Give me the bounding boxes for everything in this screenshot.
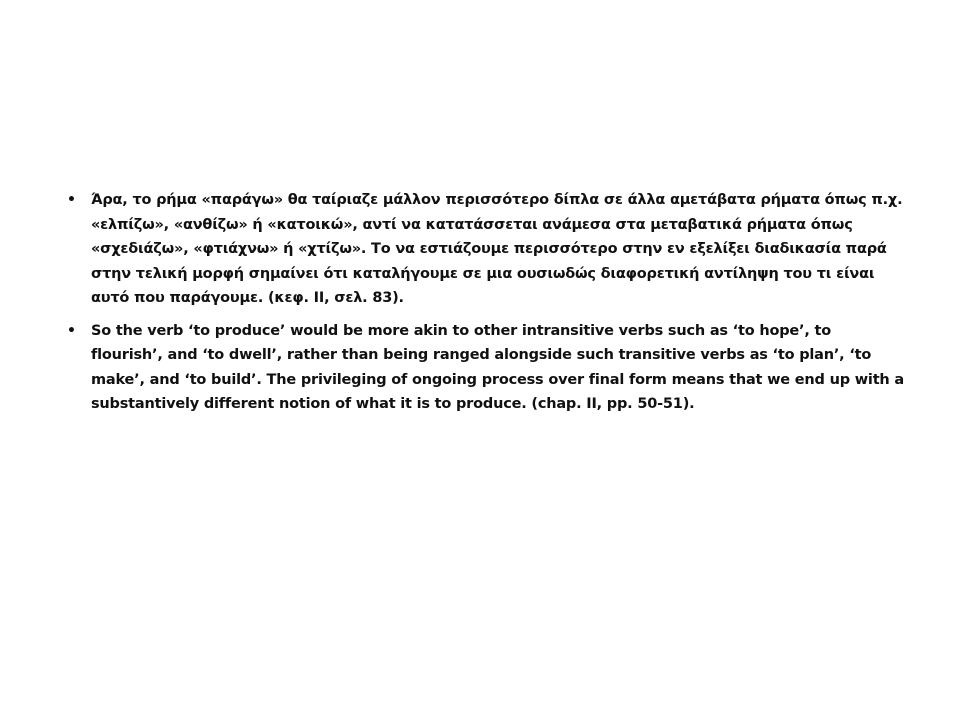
bullet-text-english: So the verb ‘to produce’ would be more akin to other intransitive verbs such as ‘to hope’, to flourish’, and ‘to dwell’, rather than being ranged alongside such transitive verbs as ‘to plan’, ‘to make’, and ‘to build’. The privileging of ongoing process over final form means that we end up with a substantively different notion of what it is to produce. (chap. II, pp. 50-51). [91,322,904,412]
bullet-dot-icon: • [67,322,76,339]
bullet-dot-icon: • [67,192,76,208]
bullet-item-greek [64,188,904,311]
bullet-list [64,188,904,425]
bullet-item-english [64,319,904,417]
bullet-text-greek: Άρα, το ρήμα «παράγω» θα ταίριαζε μάλλον περισσότερο δίπλα σε άλλα αμετάβατα ρήματα όπως π.χ. «ελπίζω», «ανθίζω» ή «κατοικώ», αντί να κατατάσσεται ανάμεσα στα μεταβατικά ρήματα όπως «σχεδιάζω», «φτιάχνω» ή «χτίζω». Το να εστιάζουμε περισσότερο στην εν εξελίξει διαδικασία παρά στην τελική μορφή σημαίνει ότι καταλήγουμε σε μια ουσιωδώς διαφορετική αντίληψη του τι είναι αυτό που παράγουμε. (κεφ. II, σελ. 83). [91,192,903,306]
